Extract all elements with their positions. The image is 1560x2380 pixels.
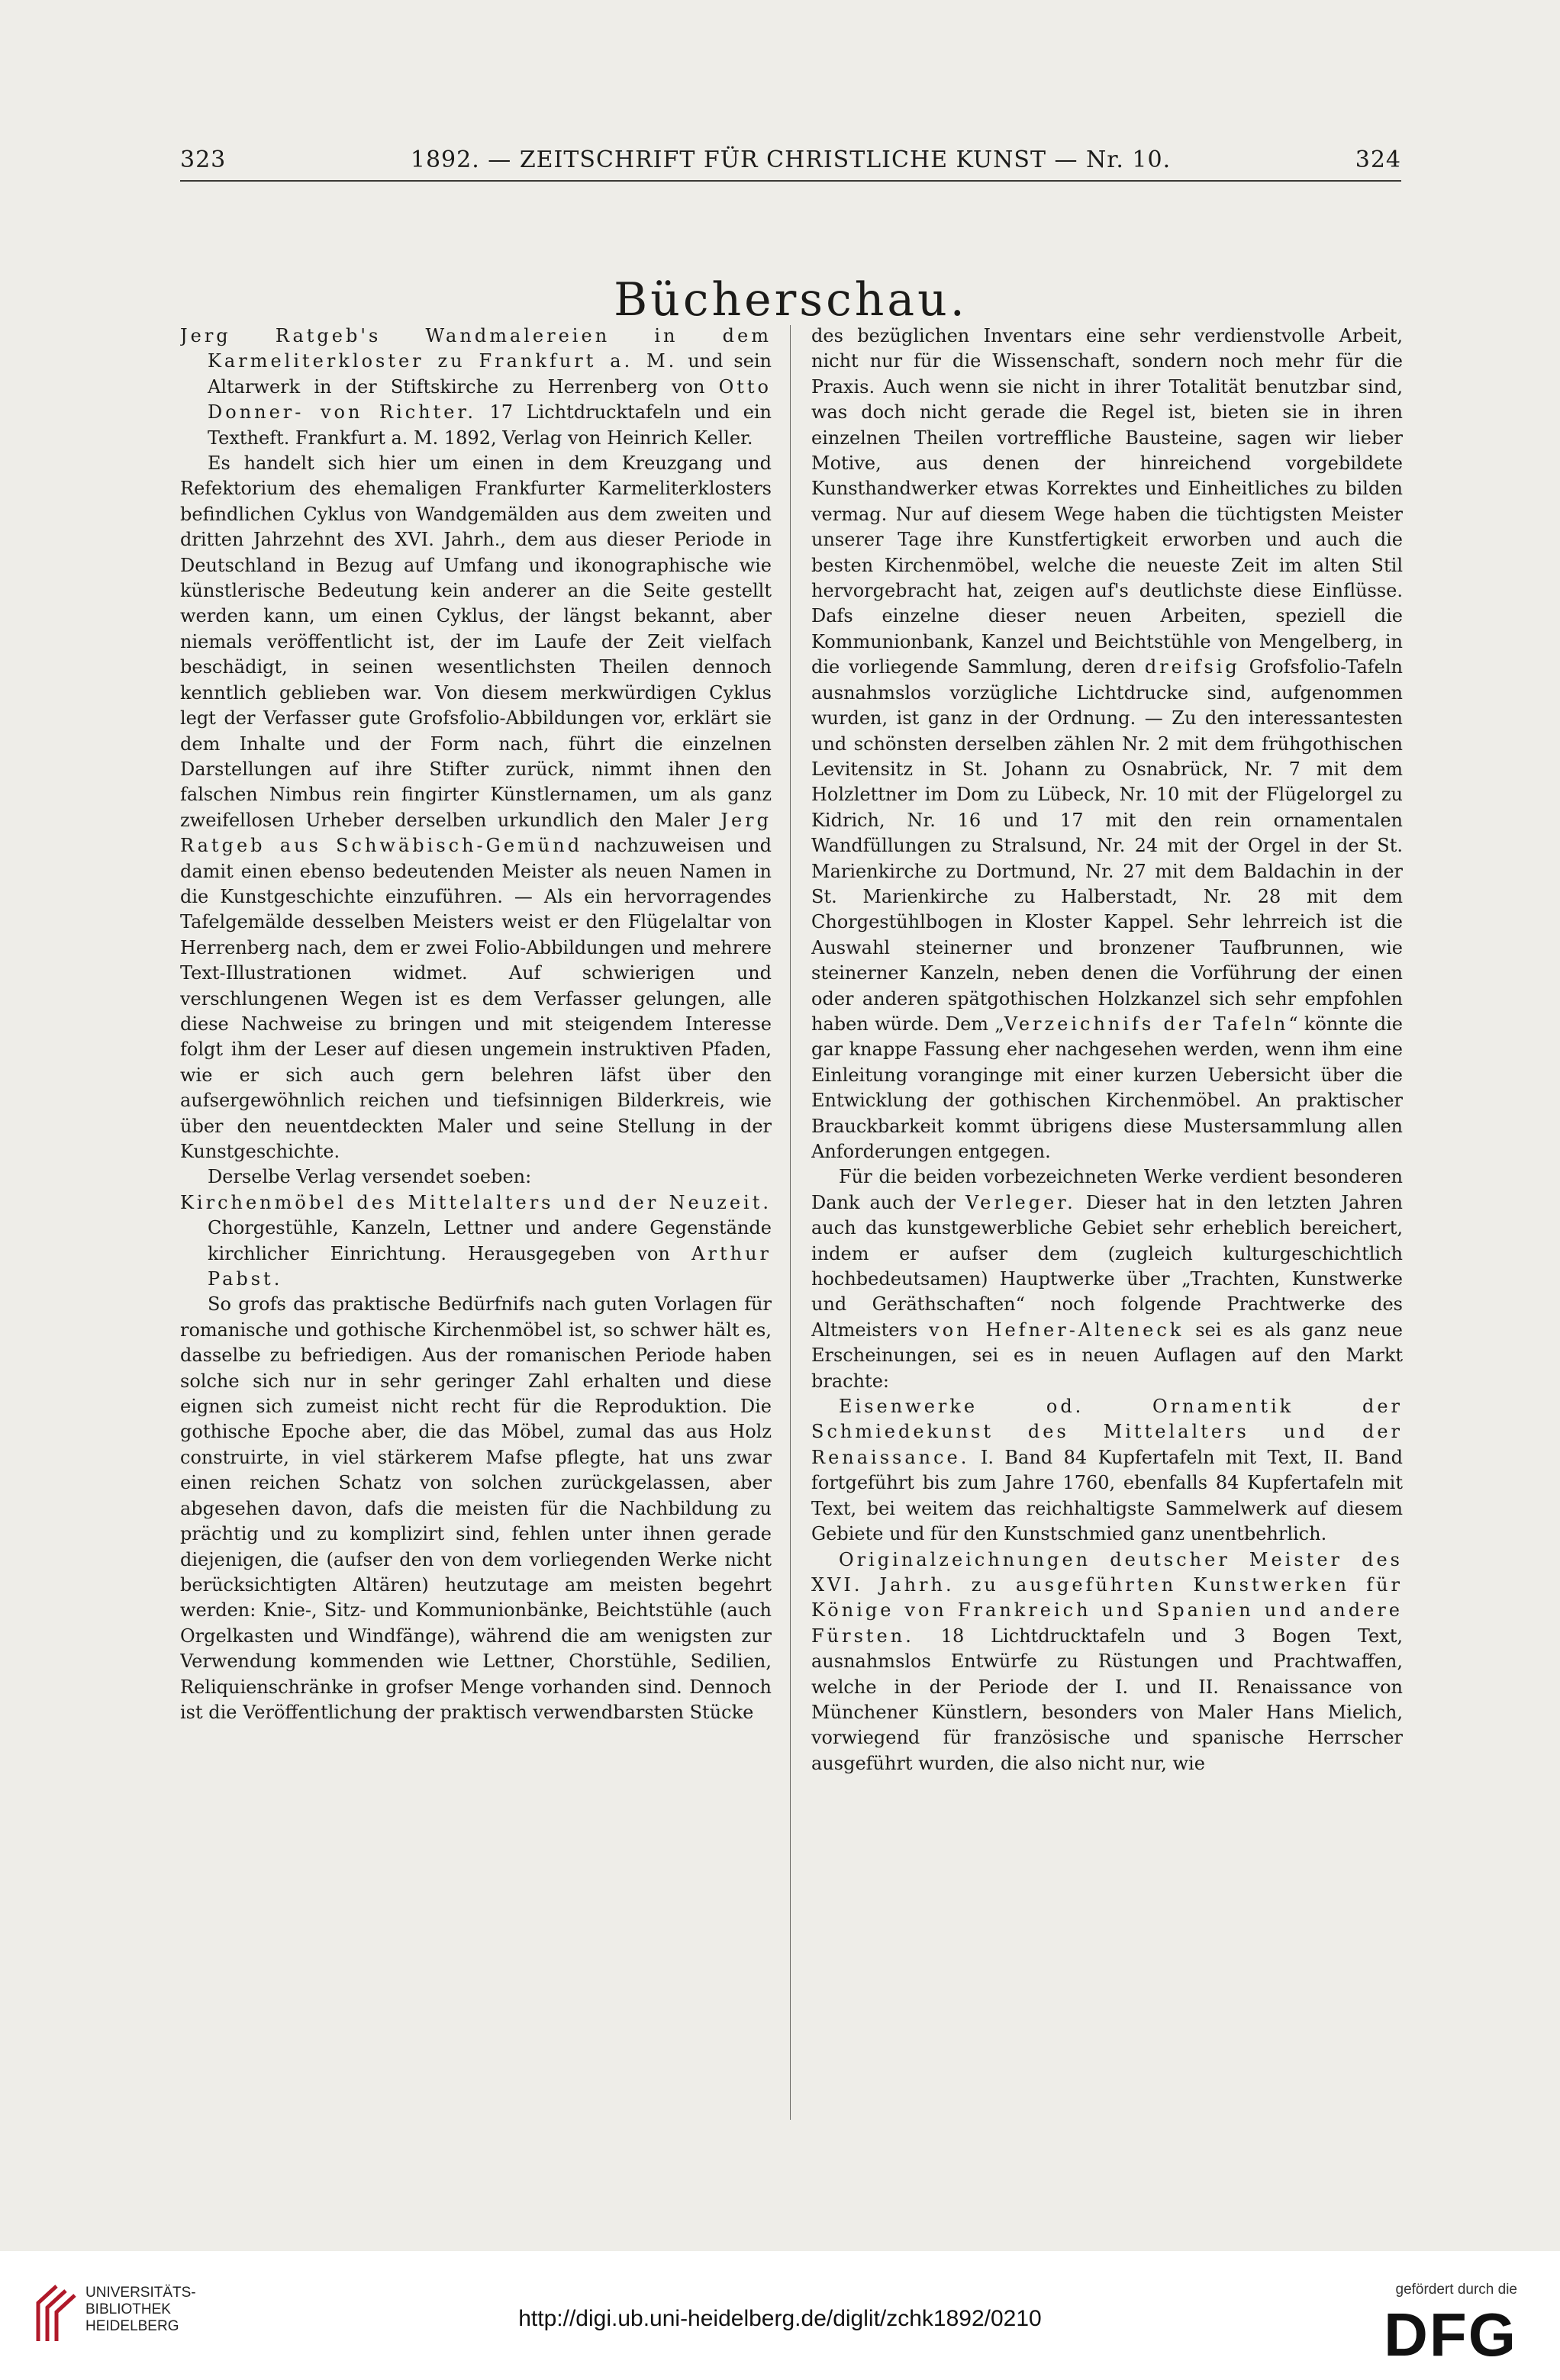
right-column [811,324,1403,2124]
dfg-logo: DFG [1384,2301,1517,2369]
funding-caption: gefördert durch die [1395,2282,1517,2298]
paragraph [811,1394,1403,1547]
spaced-text: dreifsig [1144,656,1240,678]
text-run: 17 Lichtdrucktafeln und ein Textheft. Frankfurt a. M. 1892, Verlag von Heinrich Keller. [208,401,772,449]
spaced-text: Arthur Pabst. [208,1242,772,1290]
text-run: des bezüglichen Inventars eine sehr verdienstvolle Arbeit, nicht nur für die Wissenschaft, sondern noch mehr für die Praxis. Auch wenn sie nicht in ihrer Totalität benutzbar sind, was doch nicht gerade die Regel ist, bieten sie in ihren einzelnen Theilen vortreffliche Bausteine, sagen wir lieber Motive, aus denen der hinreichend vorgebildete Kunsthandwerker etwas Korrektes und Einheitliches zu bilden vermag. Nur auf diesem Wege haben die tüchtigsten Meister unserer Tage ihre Kunstfertigkeit erworben und auch die besten Kirchenmöbel, welche die neueste Zeit im alten Stil hervorgebracht hat, zeigen auf's deutlichste diese Einflüsse. Dafs einzelne dieser neuen Arbeiten, speziell die Kommunionbank, Kanzel und Beichtstühle von Mengelberg, in die vorliegende Sammlung, deren [811,325,1403,678]
digitization-footer [0,2251,1560,2380]
spaced-text: Jerg Ratgeb's Wandmalereien in dem Karmeliterkloster zu Frankfurt a. M. [180,325,772,372]
paragraph [811,1547,1403,1777]
paragraph [180,1164,772,1190]
paragraph [180,1292,772,1725]
bibliographic-entry [180,1190,772,1293]
text-run: nachzuweisen und damit einen ebenso bedeutenden Meister als neuen Namen in die Kunstgeschichte einzuführen. — Als ein hervorragendes Tafelgemälde desselben Meisters weist er den Flügelaltar von Herrenberg nach, dem er zwei Folio-Abbildungen und mehrere Text-Illustrationen widmet. Auf schwierigen und verschlungenen Wegen ist es dem Verfasser gelungen, alle diese Nachweise zu bringen und mit steigendem Interesse folgt ihm der Leser auf diesen ungemein instruktiven Pfaden, wie er sich auch gern belehren läfst über den aufsergewöhnlich reichen und tiefsinnigen Bilderkreis, wie über den neuentdeckten Maler und seine Stellung in der Kunstgeschichte. [180,835,772,1162]
spaced-text: Eisenwerke od. Ornamentik der Schmiedekunst des Mittelalters und der Renaissance. [811,1396,1403,1468]
spaced-text: von Hefner-Alteneck [929,1319,1185,1341]
library-name-line: HEIDELBERG [85,2318,179,2334]
text-run: Dieser hat in den letzten Jahren auch das kunstgewerbliche Gebiet sehr erheblich bereichert, indem er aufser dem (zugleich kulturgeschichtlich hochbedeutsamen) Hauptwerke über „Trachten, Kunstwerke und Geräthschaften“ noch folgende Prachtwerke des Altmeisters [811,1191,1403,1341]
paragraph [180,451,772,1164]
permalink-url[interactable]: http://digi.ub.uni-heidelberg.de/diglit/zchk1892/0210 [518,2306,1042,2331]
library-name-line: BIBLIOTHEK [85,2301,171,2317]
spaced-text: Verzeichnifs der Tafeln [1004,1013,1289,1035]
text-run: 18 Lichtdrucktafeln und 3 Bogen Text, ausnahmslos Entwürfe zu Rüstungen und Prachtwaffen, welche in der Periode der I. und II. Renaissance von Münchener Künstlern, besonders von Maler Hans Mielich, vorwiegend für französische und spanische Herrscher ausgeführt wurden, die also nicht nur, wie [811,1625,1403,1774]
paragraph [811,1164,1403,1394]
text-run: sei es als ganz neue Erscheinungen, sei es in neuen Auflagen auf den Markt brachte: [811,1319,1403,1392]
text-run: I. Band 84 Kupfertafeln mit Text, II. Band fortgeführt bis zum Jahre 1760, ebenfalls 84 Kupfertafeln mit Text, bei weitem das reichhaltigste Sammelwerk auf diesem Gebiete und für den Kunstschmied ganz unentbehrlich. [811,1446,1403,1545]
article-title: Bücherschau. [614,273,968,327]
spaced-text: Originalzeichnungen deutscher Meister des XVI. Jahrh. zu ausgeführten Kunstwerken für Könige von Frankreich und Spanien und andere Fürsten. [811,1548,1403,1647]
text-run: So grofs das praktische Bedürfnifs nach guten Vorlagen für romanische und gothische Kirchenmöbel ist, so schwer hält es, dasselbe zu befriedigen. Aus der romanischen Periode haben solche sich nur in sehr geringer Zahl erhalten und diese eignen sich zumeist nicht recht für die Reproduktion. Die gothische Epoche aber, die das Möbel, zumal das aus Holz construirte, in viel stärkerem Mafse pflegte, hat uns zwar einen reichen Schatz von solchen zurückgelassen, aber abgesehen davon, dafs die meisten für die Nachbildung zu prächtig und zu komplizirt sind, fehlen unter ihnen gerade diejenigen, die (aufser den von dem vorliegenden Werke nicht berücksichtigten Altären) heutzutage am meisten begehrt werden: Knie-, Sitz- und Kommunionbänke, Beichtstühle (auch Orgelkasten und Windfänge), während die am wenigsten zur Verwendung kommenden wie Lettner, Chorstühle, Sedilien, Reliquienschränke in grofser Menge vorhanden sind. Dennoch ist die Veröffentlichung der praktisch verwendbarsten Stücke [180,1293,772,1723]
journal-title: 1892. — ZEITSCHRIFT FÜR CHRISTLICHE KUNST — Nr. 10. [410,147,1172,173]
spaced-text: Kirchenmöbel des Mittelalters und der Neuzeit. [180,1191,772,1213]
text-run: “ könnte die gar knappe Fassung eher nachgesehen werden, wenn ihm eine Einleitung voranginge mit einer kurzen Uebersicht über die Entwicklung der gothischen Kirchenmöbel. An praktischer Brauckbarkeit kommt übrigens diese Mustersammlung allen Anforderungen entgegen. [811,1013,1403,1162]
paragraph [811,324,1403,1164]
left-column [180,324,772,2124]
text-run: Es handelt sich hier um einen in dem Kreuzgang und Refektorium des ehemaligen Frankfurter Karmeliterklosters befindlichen Cyklus von Wandgemälden aus dem zweiten und dritten Jahrzehnt des XVI. Jahrh., dem aus dieser Periode in Deutschland in Bezug auf Umfang und ikonographische wie künstlerische Bedeutung kein anderer an die Seite gestellt werden kann, um einen Cyklus, der längst bekannt, aber niemals veröffentlicht ist, der im Laufe der Zeit vielfach beschädigt, in seinen wesentlichsten Theilen dennoch kenntlich geblieben war. Von diesem merkwürdigen Cyklus legt der Verfasser gute Grofsfolio-Abbildungen vor, erklärt sie dem Inhalte und der Form nach, führt die einzelnen Darstellungen auf ihre Stifter zurück, nimmt ihnen den falschen Nimbus rein fingirter Künstlernamen, um als ganz zweifellosen Urheber derselben urkundlich den Maler [180,452,772,831]
text-run: Für die beiden vorbezeichneten Werke verdient besonderen Dank auch der [811,1166,1403,1213]
running-head [180,147,1401,177]
text-run: und sein Altarwerk in der Stiftskirche zu Herrenberg von [208,350,772,398]
library-name-line: UNIVERSITÄTS- [85,2285,196,2301]
text-run: Derselbe Verlag versendet soeben: [208,1166,532,1188]
header-rule [180,180,1401,182]
page-number-left: 323 [180,147,227,173]
text-run: Chorgestühle, Kanzeln, Lettner und andere Gegenstände kirchlicher Einrichtung. Herausgegeben von [208,1217,772,1264]
spaced-text: Otto Donner- von Richter. [208,375,772,424]
text-run: Grofsfolio-Tafeln ausnahmslos vorzügliche Lichtdrucke sind, aufgenommen wurden, ist ganz in der Ordnung. — Zu den interessantesten und schönsten derselben zählen Nr. 2 mit dem frühgothischen Levitensitz in St. Johann zu Osnabrück, Nr. 7 mit dem Holzlettner im Dom zu Lübeck, Nr. 10 mit der Flügelorgel zu Kidrich, Nr. 16 und 17 mit den rein ornamentalen Wandfüllungen zu Stralsund, Nr. 24 mit der Orgel in der St. Marienkirche zu Dortmund, Nr. 27 mit dem Baldachin in der St. Marienkirche zu Halberstadt, Nr. 28 mit dem Chorgestühlbogen in Kloster Kappel. Sehr lehrreich ist die Auswahl steinerner und bronzener Taufbrunnen, wie steinerner Kanzeln, neben denen die Vorführung der einen oder anderen spätgothischen Holzkanzel sich sehr empfohlen haben würde. Dem „ [811,656,1403,1035]
spaced-text: Jerg Ratgeb aus Schwäbisch-Gemünd [180,809,772,857]
column-divider [790,325,791,2120]
spaced-text: Verleger. [965,1191,1076,1213]
page-number-right: 324 [1355,147,1401,173]
bibliographic-entry [180,324,772,451]
